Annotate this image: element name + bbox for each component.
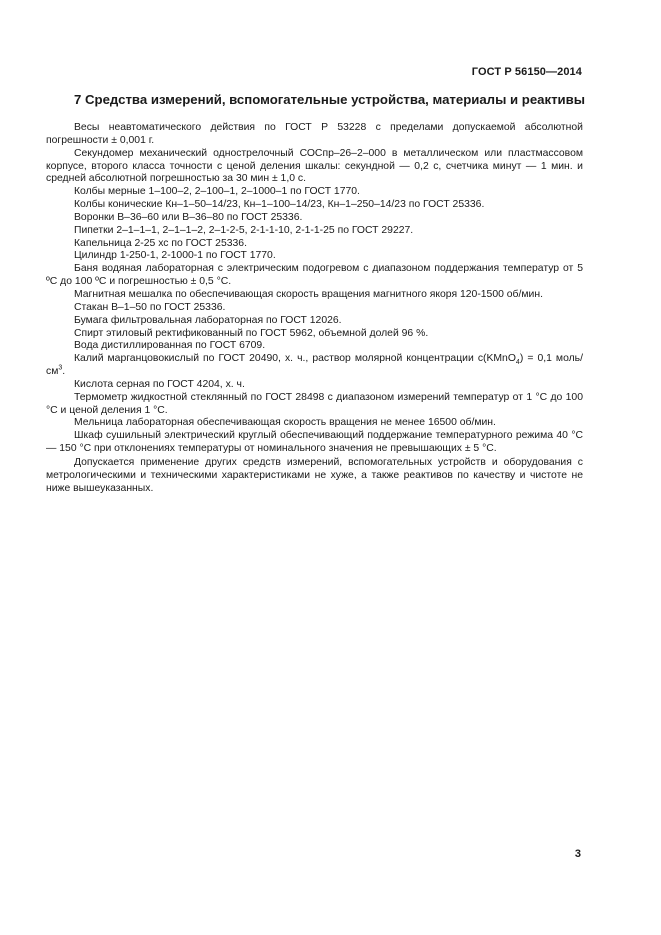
paragraph-cylinder: Цилиндр 1-250-1, 2-1000-1 по ГОСТ 1770. (74, 250, 276, 262)
paragraph-scales: Весы неавтоматического действия по ГОСТ Р 53228 с пределами допускаемой абсолютной погрешности ± 0,001 г. (46, 122, 583, 146)
paragraph-magnetic-stirrer: Магнитная мешалка по обеспечивающая скорость вращения магнитного якоря 120-1500 об/мин. (74, 288, 543, 300)
page-number: 3 (574, 848, 581, 860)
kmno4-subscript: 4 (515, 359, 520, 367)
kmno4-superscript: 3 (58, 364, 63, 372)
paragraph-funnels: Воронки В–36–60 или В–36–80 по ГОСТ 25336. (74, 211, 303, 223)
paragraph-drying-oven: Шкаф сушильный электрический круглый обеспечивающий поддержание температурного режима 40 °С — 150 °С при отклонениях температуры от номинального значения не превышающих ± 5 °С. (46, 430, 583, 455)
paragraph-stopwatch: Секундомер механический однострелочный СОСпр–26–2–000 в металлическом или пластмассовом корпусе, второго класса точности с ценой деления шкалы: секундной — 0,2 с, счетчика минут — 1 мин. и средней абсолютной погрешностью за 30 мин ± 1,0 с. (46, 147, 583, 185)
paragraph-sulfuric-acid: Кислота серная по ГОСТ 4204, х. ч. (74, 378, 245, 390)
paragraph-pipettes: Пипетки 2–1–1–1, 2–1–1–2, 2–1-2-5, 2-1-1-10, 2-1-1-25 по ГОСТ 29227. (74, 224, 414, 236)
paragraph-filter-paper: Бумага фильтровальная лабораторная по ГОСТ 12026. (74, 314, 342, 326)
paragraph-dropper: Капельница 2-25 хс по ГОСТ 25336. (74, 237, 247, 249)
kmno4-text-b: ) = 0,1 моль/см (46, 353, 583, 378)
paragraph-thermometer: Термометр жидкостной стеклянный по ГОСТ 28498 с диапазоном измерений температур от 1 °С до 100 °С и ценой деления 1 °С. (46, 391, 583, 416)
section-title: 7 Средства измерений, вспомогательные устройства, материалы и реактивы (74, 92, 586, 107)
kmno4-text-c: . (62, 366, 66, 378)
paragraph-mill: Мельница лабораторная обеспечивающая скорость вращения не менее 16500 об/мин. (74, 417, 496, 429)
paragraph-potassium-permanganate (46, 353, 583, 379)
paragraph-alternatives-note: Допускается применение других средств измерений, вспомогательных устройств и оборудования с метрологическими и техническими характеристиками не хуже, а также реактивов по качеству и чистоте не ниже вышеуказанных. (46, 456, 583, 494)
paragraph-volumetric-flasks: Колбы мерные 1–100–2, 2–100–1, 2–1000–1 по ГОСТ 1770. (74, 186, 360, 198)
paragraph-distilled-water: Вода дистиллированная по ГОСТ 6709. (74, 340, 266, 352)
paragraph-conical-flasks: Колбы конические Кн–1–50–14/23, Кн–1–100–14/23, Кн–1–250–14/23 по ГОСТ 25336. (74, 199, 485, 211)
section-body (46, 122, 583, 495)
kmno4-text-a: Калий марганцовокислый по ГОСТ 20490, х. ч., раствор молярной концентрации с(KMnO (74, 353, 516, 365)
paragraph-beaker: Стакан В–1–50 по ГОСТ 25336. (74, 301, 226, 313)
paragraph-ethanol: Спирт этиловый ректификованный по ГОСТ 5962, объемной долей 96 %. (74, 327, 429, 339)
standard-header: ГОСТ Р 56150—2014 (471, 66, 582, 78)
paragraph-water-bath: Баня водяная лабораторная с электрическим подогревом с диапазоном поддержания температур от 5 ºС до 100 ºС и погрешностью ± 0,5 °С. (46, 263, 583, 288)
